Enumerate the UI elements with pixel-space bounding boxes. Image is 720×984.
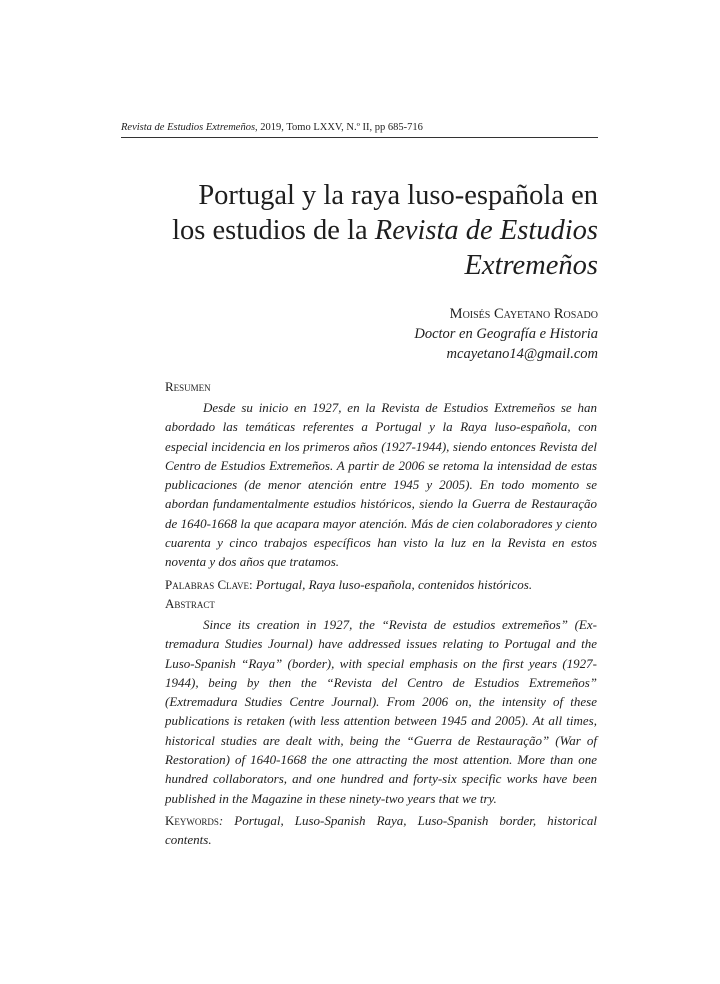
abstract-text: Since its creation in 1927, the “Revista de estudios extremeños” (Extremadura Studies Journal) have addressed issues relating to Portugal and the Luso-Spanish “Raya” (border), with special emphasis on the first years (1927-1944), being by then the “Revista del Centro de Estudios Extremeños” (Extremadura Studies Centre Journal). From 2006 on, the intensity of these publications is retaken (with less attention between 1945 and 2005). At all times, historical studies are dealt with, being the “Guerra de Restauração” (War of Restoration) of 1640-1668 the one attracting the most attention. More than one hundred collaborators, and one hundred and forty-six specific works have been published in the Magazine in these ninety-two years that we try. — [165, 617, 597, 806]
title-line-2: los estudios de la — [172, 215, 375, 246]
abstract-keywords-label: Keywords — [165, 812, 219, 828]
article-title — [138, 178, 598, 283]
abstract-keywords: Keywords: Portugal, Luso-Spanish Raya, Luso-Spanish border, historical contents. — [165, 812, 597, 848]
title-line-2-italic: Revista de Estudios — [374, 215, 598, 246]
title-line-1: Portugal y la raya luso-española en — [198, 180, 598, 211]
resumen-text: Desde su inicio en 1927, en la Revista de Estudios Extremeños se han abordado las temáticas referentes a Portugal y la Raya luso-española, con especial incidencia en los primeros años (1927-1944), siendo entonces Revista del Centro de Estudios Extremeños. A partir de 2006 se retoma la intensidad de estas publicaciones (de menor atención entre 1945 y 2005). En todo momento se abordan fundamentalmente estudios históricos, siendo la Guerra de Restauração de 1640-1668 la que acapara mayor atención. Más de cien colaboradores y ciento cuarenta y cinco trabajos específicos han visto la luz en la Revista en estos noventa y dos años que tratamos. — [165, 400, 597, 570]
author-affiliation: Doctor en Geografía e Historia — [414, 326, 598, 342]
abstract-keywords-text: Portugal, Luso-Spanish Raya, Luso-Spanish border, historical contents. — [165, 812, 597, 848]
journal-name: Revista de Estudios Extremeños — [121, 122, 256, 133]
author-name: Moisés Cayetano Rosado — [449, 306, 598, 322]
resumen-keywords-text: Portugal, Raya luso-española, contenidos históricos. — [255, 576, 533, 592]
resumen-keywords: Palabras Clave: Portugal, Raya luso-española, contenidos históricos. — [165, 576, 533, 592]
title-line-3-italic: Extremeños — [464, 250, 598, 281]
author-block — [414, 304, 598, 364]
resumen-keywords-label: Palabras Clave — [165, 576, 249, 592]
abstract-heading: Abstract — [165, 596, 215, 611]
resumen-section — [165, 378, 597, 594]
journal-details: , 2019, Tomo LXXV, N.º II, pp 685-716 — [255, 122, 423, 133]
author-email: mcayetano14@gmail.com — [446, 346, 598, 362]
resumen-heading: Resumen — [165, 379, 211, 394]
abstract-section — [165, 595, 597, 850]
running-header — [121, 121, 598, 138]
